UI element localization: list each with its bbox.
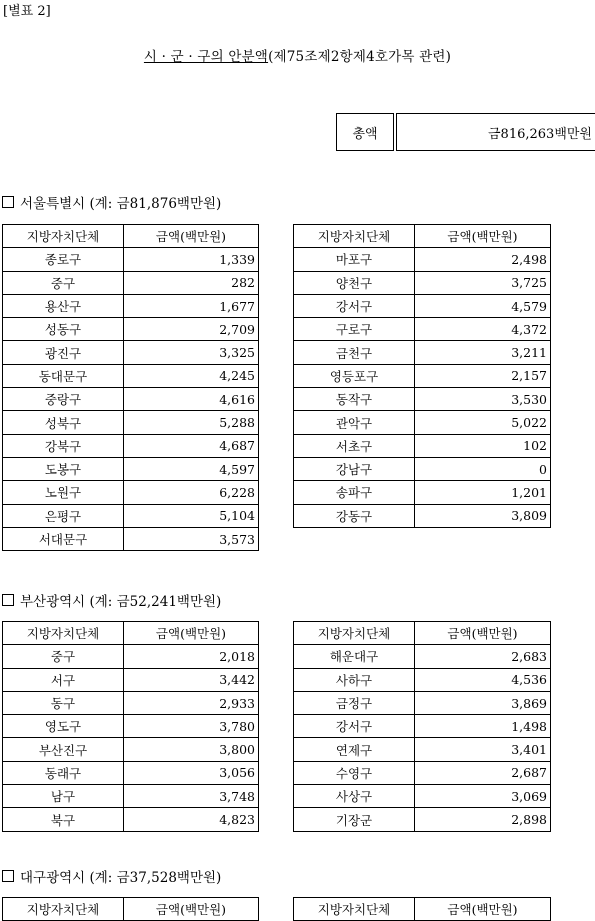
amount-value: 0: [415, 457, 551, 480]
amount-value: 2,498: [415, 248, 551, 271]
amount-value: 1,498: [415, 715, 551, 738]
table-row: [3, 318, 259, 341]
title-main: 시 · 군 · 구의 안분액: [143, 49, 269, 65]
table-row: [294, 364, 551, 387]
document-title: [0, 45, 595, 65]
amount-value: 3,056: [124, 761, 259, 784]
municipality-name: 해운대구: [294, 645, 415, 668]
table-row: [294, 271, 551, 294]
municipality-name: 연제구: [294, 738, 415, 761]
municipality-name: 강북구: [3, 434, 124, 457]
annex-label: [별표 2]: [3, 4, 51, 19]
municipality-name: 서대문구: [3, 527, 124, 550]
table-row: [294, 411, 551, 434]
municipality-name: 기장군: [294, 808, 415, 831]
table-header-row: [3, 622, 259, 645]
municipality-name: 광진구: [3, 341, 124, 364]
header-amount: 금액(백만원): [124, 622, 259, 645]
amount-value: 5,022: [415, 411, 551, 434]
table-row: [294, 318, 551, 341]
municipality-name: 강남구: [294, 457, 415, 480]
table-row: [294, 738, 551, 761]
municipality-name: 노원구: [3, 481, 124, 504]
amount-value: 4,245: [124, 364, 259, 387]
section-title: 부산광역시 (계: 금52,241백만원): [20, 594, 222, 610]
amount-value: 1,677: [124, 294, 259, 317]
table-row: [294, 341, 551, 364]
table-header-row: [3, 225, 259, 248]
table-row: [3, 738, 259, 761]
table-row: [3, 388, 259, 411]
municipality-name: 사상구: [294, 785, 415, 808]
table-row: [3, 645, 259, 668]
table-row: [294, 481, 551, 504]
header-name: 지방자치단체: [294, 225, 415, 248]
table-header-row: [294, 898, 551, 921]
municipality-name: 서구: [3, 668, 124, 691]
table-row: [3, 785, 259, 808]
header-amount: 금액(백만원): [124, 898, 259, 921]
table-row: [3, 294, 259, 317]
table-row: [3, 668, 259, 691]
amount-value: 2,018: [124, 645, 259, 668]
amount-value: 5,288: [124, 411, 259, 434]
municipality-name: 종로구: [3, 248, 124, 271]
amount-value: 2,683: [415, 645, 551, 668]
table-header-row: [294, 622, 551, 645]
header-name: 지방자치단체: [294, 622, 415, 645]
municipality-name: 금천구: [294, 341, 415, 364]
amount-value: 3,573: [124, 527, 259, 550]
checkbox-square-icon: [2, 870, 14, 882]
amount-value: 4,372: [415, 318, 551, 341]
municipality-name: 강동구: [294, 504, 415, 527]
table-row: [294, 504, 551, 527]
municipality-name: 성동구: [3, 318, 124, 341]
amount-value: 4,687: [124, 434, 259, 457]
municipality-name: 송파구: [294, 481, 415, 504]
amount-value: 2,933: [124, 691, 259, 714]
amount-value: 3,780: [124, 715, 259, 738]
table-row: [3, 248, 259, 271]
municipality-name: 구로구: [294, 318, 415, 341]
checkbox-square-icon: [2, 594, 14, 606]
busan-table-right: [293, 621, 551, 832]
busan-table-left: [2, 621, 259, 832]
amount-value: 3,069: [415, 785, 551, 808]
table-row: [294, 248, 551, 271]
section-heading-seoul: [2, 192, 221, 212]
municipality-name: 금정구: [294, 691, 415, 714]
amount-value: 1,339: [124, 248, 259, 271]
table-row: [294, 388, 551, 411]
daegu-table-left: [2, 897, 259, 921]
table-row: [3, 715, 259, 738]
municipality-name: 남구: [3, 785, 124, 808]
municipality-name: 영도구: [3, 715, 124, 738]
municipality-name: 강서구: [294, 294, 415, 317]
municipality-name: 용산구: [3, 294, 124, 317]
municipality-name: 도봉구: [3, 457, 124, 480]
amount-value: 1,201: [415, 481, 551, 504]
municipality-name: 관악구: [294, 411, 415, 434]
amount-value: 4,536: [415, 668, 551, 691]
municipality-name: 동대문구: [3, 364, 124, 387]
table-row: [3, 411, 259, 434]
municipality-name: 양천구: [294, 271, 415, 294]
municipality-name: 마포구: [294, 248, 415, 271]
table-row: [3, 808, 259, 831]
amount-value: 6,228: [124, 481, 259, 504]
section-title: 서울특별시 (계: 금81,876백만원): [20, 196, 222, 212]
table-row: [294, 785, 551, 808]
amount-value: 3,869: [415, 691, 551, 714]
amount-value: 3,809: [415, 504, 551, 527]
amount-value: 2,898: [415, 808, 551, 831]
municipality-name: 영등포구: [294, 364, 415, 387]
amount-value: 2,687: [415, 761, 551, 784]
table-header-row: [3, 898, 259, 921]
table-row: [294, 808, 551, 831]
amount-value: 3,725: [415, 271, 551, 294]
table-row: [3, 481, 259, 504]
header-name: 지방자치단체: [3, 898, 124, 921]
header-amount: 금액(백만원): [415, 898, 551, 921]
seoul-table-right: [293, 224, 551, 528]
total-label: 총액: [336, 113, 394, 151]
table-row: [294, 691, 551, 714]
table-row: [3, 434, 259, 457]
section-heading-busan: [2, 590, 221, 610]
municipality-name: 동구: [3, 691, 124, 714]
municipality-name: 수영구: [294, 761, 415, 784]
table-row: [3, 691, 259, 714]
total-value: 금816,263백만원: [396, 113, 595, 151]
municipality-name: 중랑구: [3, 388, 124, 411]
amount-value: 3,800: [124, 738, 259, 761]
municipality-name: 중구: [3, 271, 124, 294]
municipality-name: 북구: [3, 808, 124, 831]
header-amount: 금액(백만원): [124, 225, 259, 248]
amount-value: 3,401: [415, 738, 551, 761]
municipality-name: 부산진구: [3, 738, 124, 761]
amount-value: 2,709: [124, 318, 259, 341]
table-row: [3, 457, 259, 480]
seoul-table-left: [2, 224, 259, 551]
table-row: [3, 341, 259, 364]
section-heading-daegu: [2, 866, 221, 886]
municipality-name: 중구: [3, 645, 124, 668]
amount-value: 3,211: [415, 341, 551, 364]
section-title: 대구광역시 (계: 금37,528백만원): [20, 870, 222, 886]
table-row: [294, 294, 551, 317]
municipality-name: 성북구: [3, 411, 124, 434]
amount-value: 2,157: [415, 364, 551, 387]
table-row: [294, 761, 551, 784]
table-row: [294, 457, 551, 480]
table-header-row: [294, 225, 551, 248]
municipality-name: 사하구: [294, 668, 415, 691]
title-sub: (제75조제2항제4호가목 관련): [268, 49, 452, 65]
table-row: [294, 645, 551, 668]
municipality-name: 은평구: [3, 504, 124, 527]
municipality-name: 강서구: [294, 715, 415, 738]
daegu-table-right: [293, 897, 551, 921]
header-amount: 금액(백만원): [415, 622, 551, 645]
table-row: [3, 364, 259, 387]
table-row: [3, 271, 259, 294]
table-row: [294, 668, 551, 691]
amount-value: 3,325: [124, 341, 259, 364]
amount-value: 3,530: [415, 388, 551, 411]
table-row: [3, 527, 259, 550]
table-row: [294, 715, 551, 738]
header-name: 지방자치단체: [294, 898, 415, 921]
table-row: [3, 761, 259, 784]
header-amount: 금액(백만원): [415, 225, 551, 248]
amount-value: 4,579: [415, 294, 551, 317]
amount-value: 3,442: [124, 668, 259, 691]
municipality-name: 동래구: [3, 761, 124, 784]
amount-value: 3,748: [124, 785, 259, 808]
table-row: [294, 434, 551, 457]
municipality-name: 동작구: [294, 388, 415, 411]
amount-value: 5,104: [124, 504, 259, 527]
header-name: 지방자치단체: [3, 622, 124, 645]
amount-value: 282: [124, 271, 259, 294]
header-name: 지방자치단체: [3, 225, 124, 248]
amount-value: 4,616: [124, 388, 259, 411]
checkbox-square-icon: [2, 196, 14, 208]
table-row: [3, 504, 259, 527]
municipality-name: 서초구: [294, 434, 415, 457]
amount-value: 4,597: [124, 457, 259, 480]
amount-value: 4,823: [124, 808, 259, 831]
amount-value: 102: [415, 434, 551, 457]
